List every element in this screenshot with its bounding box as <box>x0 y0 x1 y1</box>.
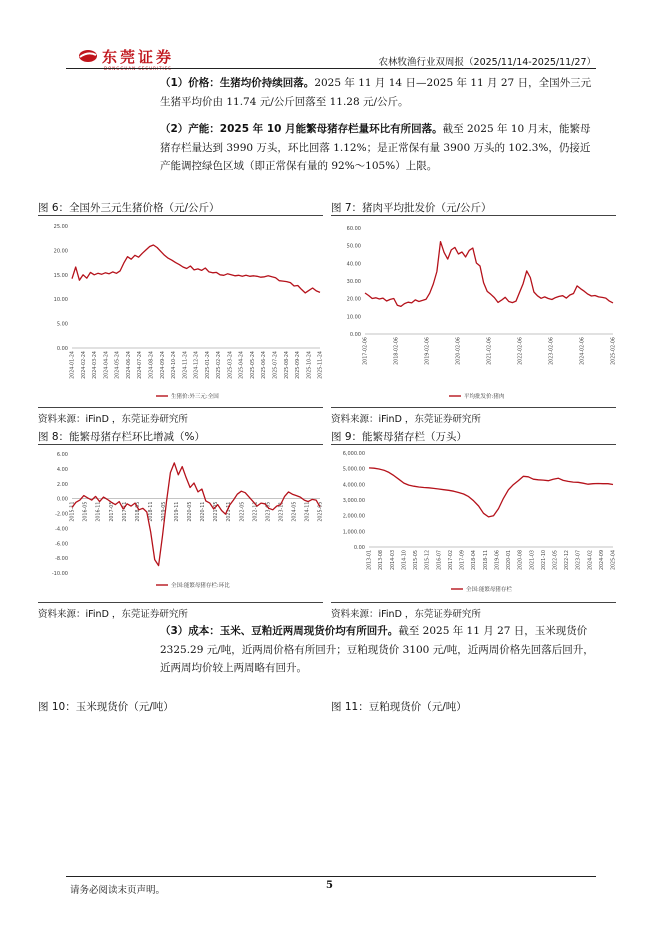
fig10-title: 图 10：玉米现货价（元/吨） <box>38 701 174 713</box>
x-tick-label: 2024-08-24 <box>149 351 155 379</box>
x-tick-label: 2018-04 <box>472 550 478 571</box>
x-tick-label: 2025-10-24 <box>307 351 313 379</box>
y-tick-label: 4.00 <box>56 466 68 473</box>
x-tick-label: 2024-06-24 <box>126 351 132 379</box>
x-tick-label: 2022-05 <box>553 550 559 571</box>
x-tick-label: 2025-07-24 <box>273 351 279 379</box>
y-tick-label: 2,000.00 <box>342 513 365 520</box>
paragraph-body: 截至 2025 年 11 月 27 日，玉米现货价 2325.29 元/吨，近两周价格有所回升；豆粕现货价 3100 元/吨，近两周价格先回落后回升，近两周均价较上两周略有回升。 <box>160 625 594 674</box>
x-tick-label: 2018-11 <box>483 550 489 571</box>
x-tick-label: 2025-11-24 <box>318 351 324 379</box>
header-rule <box>66 68 596 69</box>
page-number: 5 <box>326 880 333 891</box>
x-tick-label: 2024-01-24 <box>70 351 76 379</box>
paragraph-body: 2025 年 11 月 14 日—2025 年 11 月 27 日，全国外三元生猪平均价由 11.74 元/公斤回落至 11.28 元/公斤。 <box>160 77 592 108</box>
x-tick-label: 2025-03-24 <box>228 351 234 379</box>
y-tick-label: 3,000.00 <box>342 498 365 504</box>
y-tick-label: 20.00 <box>53 248 68 255</box>
paragraph-lead: （2）产能：2025 年 10 月能繁母猪存栏量环比有所回落。 <box>160 123 443 135</box>
x-tick-label: 2013-08 <box>379 550 385 571</box>
x-tick-label: 2025-01-24 <box>205 351 211 379</box>
legend-label: 生猪价:外三元:全国 <box>171 394 219 400</box>
legend-label: 全国:能繁母猪存栏:环比 <box>171 583 230 589</box>
footer-disclaimer: 请务必阅读末页声明。 <box>70 885 166 896</box>
y-tick-label: 0.00 <box>353 545 365 551</box>
x-tick-label: 2015-05 <box>414 550 420 571</box>
x-tick-label: 2024-11-24 <box>183 351 189 379</box>
paragraph-capacity <box>160 120 600 176</box>
fig9-chart <box>331 445 621 601</box>
y-tick-label: 2.00 <box>56 481 68 488</box>
x-tick-label: 2024-02-24 <box>81 351 87 379</box>
paragraph-price <box>160 74 600 111</box>
paragraph-cost <box>160 622 600 678</box>
x-tick-label: 2024-09 <box>599 550 605 571</box>
x-tick-label: 2022-12 <box>565 550 571 571</box>
y-tick-label: -4.00 <box>55 526 68 533</box>
x-tick-label: 2016-11 <box>96 501 102 522</box>
x-tick-label: 2024-03-24 <box>93 351 99 379</box>
y-tick-label: 60.00 <box>346 226 361 232</box>
x-tick-label: 2024-02 <box>588 550 594 571</box>
x-tick-label: 2025-04-24 <box>239 351 245 379</box>
x-tick-label: 2021-11 <box>227 501 233 522</box>
x-tick-label: 2020-02-06 <box>456 337 462 365</box>
fig11-title: 图 11：豆粕现货价（元/吨） <box>331 701 467 713</box>
x-tick-label: 2024-05 <box>292 501 298 522</box>
y-tick-label: 4,000.00 <box>342 482 365 489</box>
x-tick-label: 2020-11 <box>201 501 207 522</box>
x-tick-label: 2024-12-24 <box>194 351 200 379</box>
x-tick-label: 2023-02-06 <box>549 337 555 365</box>
legend-label: 全国:能繁母猪存栏 <box>466 587 512 593</box>
x-tick-label: 2017-05 <box>109 501 115 522</box>
logo-mark-icon <box>78 48 98 64</box>
x-tick-label: 2022-11 <box>253 501 259 522</box>
x-tick-label: 2019-11 <box>175 501 181 522</box>
x-tick-label: 2021-03 <box>530 550 536 571</box>
x-tick-label: 2021-05 <box>214 501 220 522</box>
y-tick-label: 20.00 <box>346 296 361 303</box>
x-tick-label: 2025-06-24 <box>262 351 268 379</box>
x-tick-label: 2021-10 <box>541 550 547 571</box>
x-tick-label: 2025-05-24 <box>250 351 256 379</box>
y-tick-label: -8.00 <box>55 556 68 563</box>
fig6-source: 资料来源：iFinD ，东莞证券研究所 <box>38 414 188 425</box>
y-tick-label: 6,000.00 <box>342 451 365 457</box>
x-tick-label: 2025-04 <box>611 550 617 571</box>
x-tick-label: 2014-10 <box>402 550 408 571</box>
x-tick-label: 2017-02 <box>448 550 454 571</box>
y-tick-label: 10.00 <box>346 314 361 321</box>
y-tick-label: 30.00 <box>346 279 361 285</box>
paragraph-lead: （1）价格：生猪均价持续回落。 <box>160 77 315 89</box>
x-tick-label: 2013-01 <box>367 550 373 571</box>
x-tick-label: 2017-02-06 <box>363 337 369 365</box>
fig7-chart <box>331 216 621 406</box>
y-tick-label: 5.00 <box>56 321 68 328</box>
fig8-bottom-rule <box>38 602 323 603</box>
x-tick-label: 2023-11 <box>279 501 285 522</box>
x-tick-label: 2015-11 <box>70 501 76 522</box>
x-tick-label: 2016-07 <box>437 550 443 571</box>
legend-label: 平均批发价:猪肉 <box>464 394 505 400</box>
paragraph-body: 截至 2025 年 10 月末，能繁母猪存栏量达到 3990 万头，环比回落 1.12%；是正常保有量 3900 万头的 102.3%，仍接近产能调控绿色区域（即正常保有量的 92%～105%）上限。 <box>160 123 591 172</box>
y-tick-label: 0.00 <box>349 332 361 338</box>
x-tick-label: 2025-09-24 <box>296 351 302 379</box>
paragraph-lead: （3）成本：玉米、豆粕近两周现货价均有所回升。 <box>160 625 399 637</box>
fig8-source: 资料来源：iFinD ，东莞证券研究所 <box>38 609 188 620</box>
fig7-source: 资料来源：iFinD ，东莞证券研究所 <box>331 414 481 425</box>
fig9-source: 资料来源：iFinD ，东莞证券研究所 <box>331 609 481 620</box>
x-tick-label: 2019-06 <box>495 550 501 571</box>
fig8-chart <box>38 445 328 601</box>
series-line <box>365 242 613 307</box>
x-tick-label: 2024-09-24 <box>160 351 166 379</box>
y-tick-label: 6.00 <box>56 452 68 458</box>
x-tick-label: 2018-02-06 <box>394 337 400 365</box>
y-tick-label: 0.00 <box>56 496 68 503</box>
x-tick-label: 2022-05 <box>240 501 246 522</box>
fig7-title: 图 7：猪肉平均批发价（元/公斤） <box>331 202 492 214</box>
y-tick-label: 5,000.00 <box>342 466 365 473</box>
y-tick-label: 0.00 <box>56 346 68 352</box>
y-tick-label: -6.00 <box>55 541 68 548</box>
fig6-chart <box>38 216 328 406</box>
x-tick-label: 2025-08-24 <box>284 351 290 379</box>
logo-text: 东莞证券 <box>102 47 175 66</box>
fig7-bottom-rule <box>331 407 616 408</box>
report-title: 农林牧渔行业双周报（2025/11/14-2025/11/27） <box>378 57 596 68</box>
x-tick-label: 2020-05 <box>188 501 194 522</box>
x-tick-label: 2019-05 <box>161 501 167 522</box>
x-tick-label: 2018-11 <box>148 501 154 522</box>
x-tick-label: 2016-05 <box>83 501 89 522</box>
y-tick-label: 10.00 <box>53 297 68 304</box>
fig9-title: 图 9：能繁母猪存栏（万头） <box>331 431 468 443</box>
x-tick-label: 2025-02-06 <box>611 337 617 365</box>
x-tick-label: 2018-05 <box>135 501 141 522</box>
x-tick-label: 2025-02-24 <box>217 351 223 379</box>
x-tick-label: 2020-08 <box>518 550 524 571</box>
fig6-bottom-rule <box>38 407 323 408</box>
x-tick-label: 2024-04-24 <box>104 351 110 379</box>
x-tick-label: 2023-07 <box>576 550 582 571</box>
y-tick-label: -2.00 <box>55 511 68 518</box>
y-tick-label: -10.00 <box>51 571 68 577</box>
x-tick-label: 2023-05 <box>266 501 272 522</box>
x-tick-label: 2024-10-24 <box>172 351 178 379</box>
x-tick-label: 2024-02-06 <box>580 337 586 365</box>
y-tick-label: 15.00 <box>53 272 68 279</box>
x-tick-label: 2022-02-06 <box>518 337 524 365</box>
x-tick-label: 2019-02-06 <box>425 337 431 365</box>
y-tick-label: 50.00 <box>346 243 361 250</box>
fig6-title: 图 6：全国外三元生猪价格（元/公斤） <box>38 202 220 214</box>
x-tick-label: 2021-02-06 <box>487 337 493 365</box>
y-tick-label: 1,000.00 <box>342 529 365 536</box>
x-tick-label: 2015-12 <box>425 550 431 571</box>
fig8-title: 图 8：能繁母猪存栏环比增减（%） <box>38 431 205 443</box>
x-tick-label: 2024-05-24 <box>115 351 121 379</box>
brand-logo <box>78 46 174 66</box>
x-tick-label: 2024-11 <box>305 501 311 522</box>
x-tick-label: 2014-03 <box>390 550 396 571</box>
series-line <box>72 245 320 293</box>
footer-rule <box>66 876 596 877</box>
y-tick-label: 25.00 <box>53 224 68 230</box>
fig9-bottom-rule <box>331 602 616 603</box>
x-tick-label: 2020-01 <box>507 550 513 571</box>
x-tick-label: 2017-11 <box>122 501 128 522</box>
x-tick-label: 2024-07-24 <box>138 351 144 379</box>
x-tick-label: 2017-09 <box>460 550 466 571</box>
x-tick-label: 2025-05 <box>318 501 324 522</box>
y-tick-label: 40.00 <box>346 261 361 268</box>
series-line <box>369 468 613 517</box>
